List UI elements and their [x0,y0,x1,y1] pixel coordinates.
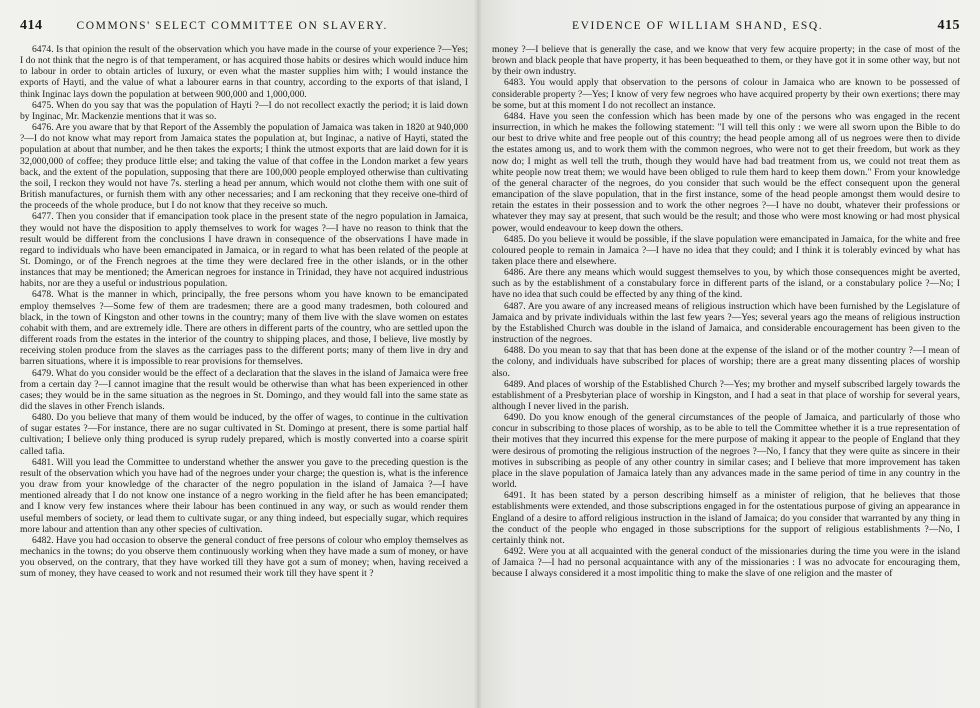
paragraph-6490: 6490. Do you know enough of the general circumstances of the people of Jamaica, and particularly of those who concur in subscribing to those places of worship, as to be able to tell the Committee whether it is a true representation of their motives that they incurred this expense for the mere purpose of making it appear to the people of England that they were desirous of promoting the religious instruction of the negroes ?—No, I fancy that they were quite as sincere in their motives in subscribing as people of any other country in similar cases; and I believe that more improvement has taken place in the slave population of Jamaica lately than any advances made in the same period of time in any country in the world. [492,412,960,491]
paragraph-6482: 6482. Have you had occasion to observe the general conduct of free persons of colour who employ themselves as mechanics in the towns; do you observe them continuously working when they have made a sum of money, or have you observed, on the contrary, that they have worked till they have got a sum of money; when, having received a sum of money, they have ceased to work and not resumed their work till they have spent it ? [20,534,468,580]
left-page-text [20,44,468,580]
left-page [0,0,478,708]
paragraph-6488: 6488. Do you mean to say that that has been done at the expense of the island or of the mother country ?—I mean of the colony, and individuals have subscribed for places of worship; there are a great many dissenting places of worship also. [492,345,960,379]
right-page-text [492,44,960,580]
paragraph-6480: 6480. Do you believe that many of them would be induced, by the offer of wages, to continue in the cultivation of sugar estates ?—For instance, there are no sugar cultivated in St. Domingo at present, there is some partial half cultivation; I believe only thing produced is syrup rudely prepared, which is mostly converted into a coarse spirit called tafia. [20,412,468,457]
right-page-number: 415 [937,18,960,33]
paragraph-6489: 6489. And places of worship of the Established Church ?—Yes; my brother and myself subscribed largely towards the establishment of a Presbyterian place of worship in Kingston, and I had a seat in that place of worship for several years, although I never lived in the parish. [492,378,960,412]
paragraph-6491: 6491. It has been stated by a person describing himself as a minister of religion, that he believes that those establishments were extended, and those subscriptions engaged in for the ostentatious purpose of giving an appearance in England of a desire to afford religious instruction in the island of Jamaica; do you consider that warranted by any thing in the conduct of the people who engaged in those subscriptions for the support of religious establishments ?—No, I certainly think not. [492,490,960,546]
paragraph-6483: 6483. You would apply that observation to the persons of colour in Jamaica who are known to be possessed of considerable property ?—Yes; I know of very few negroes who have acquired property by their own exertions; there may be some, but at this moment I do not recollect an instance. [492,77,960,111]
paragraph-6492: 6492. Were you at all acquainted with the general conduct of the missionaries during the time you were in the island of Jamaica ?—I had no personal acquaintance with any of the missionaries : I was no advocate for encouraging them, because I always considered it a most impolitic thing to make the slave of one religion and the master of [492,546,960,580]
paragraph-6475: 6475. When do you say that was the population of Hayti ?—I do not recollect exactly the period; it is laid down by Inginac, Mr. Mackenzie mentions that it was so. [20,99,468,122]
paragraph-6477: 6477. Then you consider that if emancipation took place in the present state of the negro population in Jamaica, they would not have the disposition to apply themselves to work for wages ?—I have no reason to think that the result would be different from the conclusions I have drawn in consequence of the observations I have made in regard to individuals who have been emancipated in Jamaica, or in regard to what has been related of the people at St. Domingo, or of the French negroes at the time they were declared free in the other islands, or in the other instances that may be mentioned; the American negroes for instance in Trinidad, they have not acquired industrious habits, nor are they a useful or industrious population. [20,211,468,290]
paragraph-6482-continued: money ?—I believe that is generally the case, and we know that very few acquire property; in the case of most of the brown and black people that have property, it has been bequeathed to them, or they have got it in some other way, but not by their own industry. [492,44,960,78]
paragraph-6479: 6479. What do you consider would be the effect of a declaration that the slaves in the island of Jamaica were free from a certain day ?—I cannot imagine that the result would be otherwise than what has been experienced in other cases; they would be in the same situation as the negroes in St. Domingo, and they would fall into the same state as did the slaves in other French islands. [20,367,468,412]
paragraph-6478: 6478. What is the manner in which, principally, the free persons whom you have known to be emancipated employ themselves ?—Some few of them are tradesmen; there are a good many tradesmen, both coloured and black, in the town of Kingston and other towns in the country; many of them live with the slave women on estates cohabit with them, and are extremely idle. There are others in different parts of the country, who are settled upon the different roads from the estates in the interior of the country to shipping places, and those, I believe, live mostly by receiving stolen produce from the slaves as the carriages pass to the different ports; many of them live in dry and barren situations, where it is impossible to rear provisions for themselves. [20,289,468,368]
paragraph-6481: 6481. Will you lead the Committee to understand whether the answer you gave to the preceding question is the result of the observation which you have had of the negroes under your charge; the question is, what is the inference you draw from your knowledge of the character of the negro population in the island of Jamaica ?—I have mentioned already that I do not know one instance of a negro working in the field after he has been emancipated; and I know very few instances where their labour has been continued in any way, or such as would render them useful members of society, or lead them to cultivate sugar, or any thing indeed, but especially sugar, which requires more labour and attention than any other species of cultivation. [20,456,468,535]
right-running-head [492,18,960,44]
book-gutter [474,0,482,708]
right-running-head-title: EVIDENCE OF WILLIAM SHAND, ESQ. [572,20,824,32]
left-running-head-title: COMMONS' SELECT COMMITTEE ON SLAVERY. [76,20,388,32]
paragraph-6476: 6476. Are you aware that by that Report of the Assembly the population of Jamaica was taken in 1820 at 940,000 ?—I do not know what may report from Jamaica states the population at, but Inginac, a native of Hayti, stated the population at about that number, and he then takes the exports; I think the utmost exports that are laid down for it is 32,000,000 of coffee; they produce little else; and taking the value of that coffee in the London market a few years back, and the extent of the population, supposing that there are 100,000 people employed otherwise than cultivating the soil, I reckon they would not have 7s. sterling a head per annum, which would not clothe them with one suit of British manufactures, or furnish them with any other necessaries; and I am reckoning that they receive one-third of the proceeds of the whole produce, but I do not know that they receive so much. [20,122,468,212]
paragraph-6486: 6486. Are there any means which would suggest themselves to you, by which those consequences might be averted, such as by the establishment of a constabulary force in different parts of the island, or a constabulary police ?—No; I have no idea that such could be effected by any thing of the kind. [492,267,960,301]
left-running-head [20,18,468,44]
left-page-number: 414 [20,18,43,33]
paragraph-6485: 6485. Do you believe it would be possible, if the slave population were emancipated in Jamaica, for the white and free coloured people to remain in Jamaica ?—I have no idea that they could; and I think it is tolerably evinced by what has taken place there and elsewhere. [492,233,960,267]
paragraph-6487: 6487. Are you aware of any increased means of religious instruction which have been furnished by the Legislature of Jamaica and by private individuals within the last few years ?—Yes; several years ago the means of religious instruction by the Established Church was double in the island of Jamaica, and considerable encouragement has been given to the instruction of the negroes. [492,300,960,346]
paragraph-6474: 6474. Is that opinion the result of the observation which you have made in the course of your experience ?—Yes; I do not think that the negro is of that temperament, or has acquired those habits or desires which would induce him to labour in order to obtain articles of luxury, or even what the master supplies him with; I would instance the exports of Hayti, and the value of what a labourer earns in that country, according to the exports of that island, I think Inginac lays down the population at between 900,000 and 1,000,000. [20,44,468,100]
right-page [478,0,980,708]
paragraph-6484: 6484. Have you seen the confession which has been made by one of the persons who was engaged in the recent insurrection, in which he makes the following statement: "I will tell this only : we were all sworn upon the Bible to do our best to drive white and free people out of this country; the head people among all of us negroes were then to divide the estates among us, and to work them with the common negroes, who were not to get their freedom, but work as they now do; I might as well tell the truth, though they would have had bad treatment from us, we could not treat them as white people now treat them; we would have been obliged to rule them hard to keep them down." From your knowledge of the general character of the negroes, do you consider that such would be the effect consequent upon the general emancipation of the slave population, that in the first instance, some of the head people amongst them would desire to retain the estates in their possession and to work the other negroes ?—I have no doubt, whatever their professions or whatever they may say at present, that such would be the result; and those who were most knowing or had most physical power, would endeavour to keep down the others. [492,110,960,234]
